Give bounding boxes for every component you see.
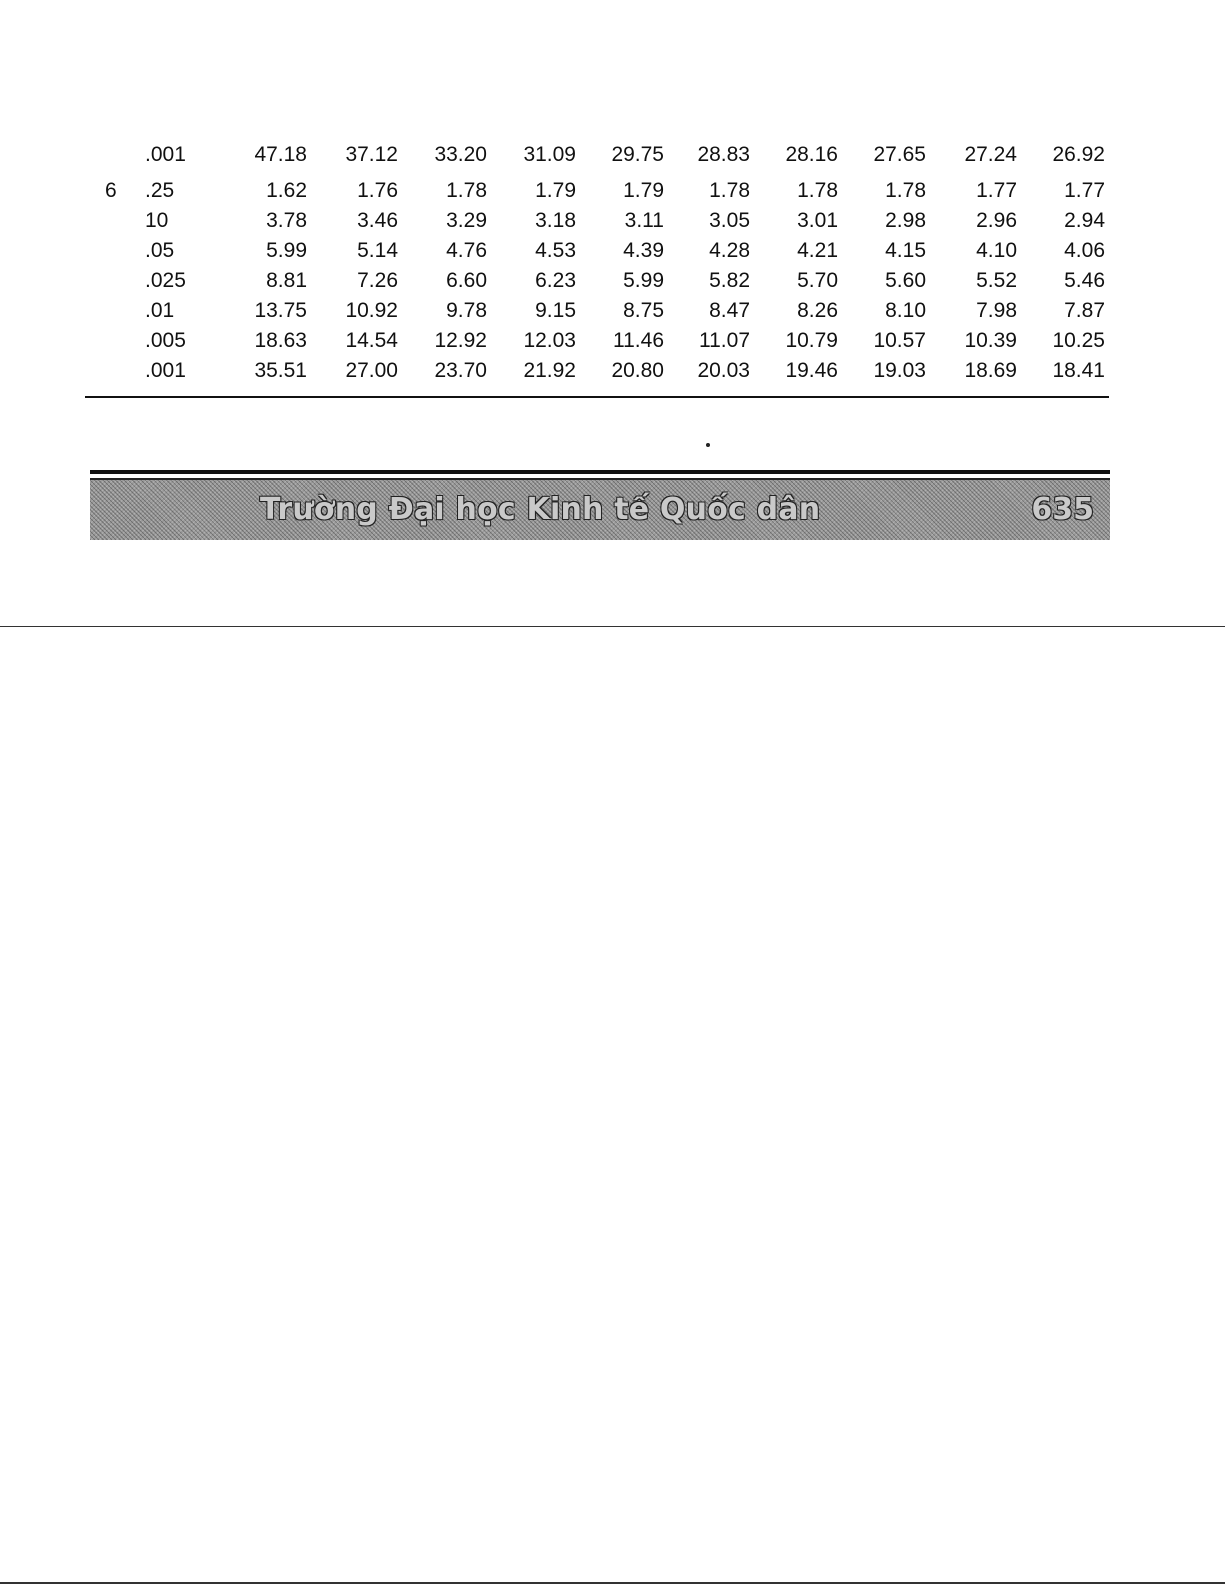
value-cell: 19.46 [785,359,838,382]
value-cell: 31.09 [523,143,576,166]
value-cell: 4.28 [709,239,750,262]
value-cell: 4.53 [535,239,576,262]
value-cell: 3.18 [535,209,576,232]
value-cell: 27.24 [964,143,1017,166]
value-cell: 1.78 [446,179,487,202]
table-row [85,266,1110,296]
alpha-cell: .25 [145,179,175,202]
value-cell: 10.57 [873,329,926,352]
value-cell: 3.11 [624,209,664,232]
value-cell: 11.46 [613,329,664,352]
value-cell: 29.75 [611,143,664,166]
value-cell: 18.69 [964,359,1017,382]
value-cell: 6.23 [535,269,576,292]
value-cell: 27.65 [873,143,926,166]
value-cell: 8.81 [266,269,307,292]
value-cell: 9.78 [446,299,487,322]
f-distribution-table [85,140,1110,386]
value-cell: 28.16 [785,143,838,166]
value-cell: 47.18 [254,143,307,166]
value-cell: 1.62 [266,179,307,202]
value-cell: 5.82 [709,269,750,292]
footer-top-rule [90,470,1110,474]
value-cell: 2.98 [885,209,926,232]
table-row [85,326,1110,356]
value-cell: 3.46 [357,209,398,232]
value-cell: 5.14 [357,239,398,262]
table-row [85,296,1110,326]
value-cell: 28.83 [697,143,750,166]
value-cell: 5.99 [266,239,307,262]
value-cell: 7.26 [357,269,398,292]
value-cell: 3.01 [797,209,838,232]
value-cell: 18.63 [254,329,307,352]
table-row [85,176,1110,206]
value-cell: 9.15 [535,299,576,322]
value-cell: 4.76 [446,239,487,262]
value-cell: 21.92 [523,359,576,382]
scan-speck [706,443,710,447]
value-cell: 1.76 [357,179,398,202]
value-cell: 5.60 [885,269,926,292]
value-cell: 12.03 [523,329,576,352]
value-cell: 1.77 [1064,179,1105,202]
value-cell: 33.20 [434,143,487,166]
value-cell: 8.75 [623,299,664,322]
value-cell: 1.79 [623,179,664,202]
page-footer [90,478,1110,540]
value-cell: 10.39 [964,329,1017,352]
table-bottom-rule [85,396,1109,398]
value-cell: 1.78 [797,179,838,202]
value-cell: 8.10 [885,299,926,322]
table-row [85,236,1110,266]
value-cell: 1.79 [535,179,576,202]
alpha-cell: .05 [145,239,175,262]
value-cell: 11.07 [699,329,750,352]
value-cell: 4.10 [976,239,1017,262]
value-cell: 23.70 [434,359,487,382]
footer-title: Trường Đại học Kinh tế Quốc dân [260,492,821,527]
value-cell: 2.96 [976,209,1017,232]
value-cell: 5.52 [976,269,1017,292]
value-cell: 5.46 [1064,269,1105,292]
value-cell: 7.87 [1064,299,1105,322]
alpha-cell: .025 [145,269,186,292]
value-cell: 7.98 [976,299,1017,322]
value-cell: 10.25 [1052,329,1105,352]
value-cell: 5.99 [623,269,664,292]
alpha-cell: .001 [145,359,186,382]
value-cell: 10.79 [785,329,838,352]
table-row [85,206,1110,236]
alpha-cell: .001 [145,143,186,166]
value-cell: 27.00 [345,359,398,382]
value-cell: 3.78 [266,209,307,232]
value-cell: 1.77 [976,179,1017,202]
table-row [85,356,1110,386]
value-cell: 2.94 [1064,209,1105,232]
page-bottom-edge [0,1582,1225,1584]
value-cell: 26.92 [1052,143,1105,166]
alpha-cell: 10 [145,209,169,232]
value-cell: 12.92 [434,329,487,352]
value-cell: 20.03 [697,359,750,382]
page-number: 635 [1031,492,1094,527]
alpha-cell: .01 [145,299,175,322]
value-cell: 18.41 [1052,359,1105,382]
value-cell: 13.75 [254,299,307,322]
value-cell: 20.80 [611,359,664,382]
value-cell: 35.51 [254,359,307,382]
value-cell: 8.47 [709,299,750,322]
value-cell: 8.26 [797,299,838,322]
value-cell: 37.12 [345,143,398,166]
value-cell: 4.06 [1064,239,1105,262]
value-cell: 3.29 [446,209,487,232]
value-cell: 1.78 [709,179,750,202]
table-row [85,140,1110,176]
alpha-cell: .005 [145,329,186,352]
df-cell: 6 [105,179,117,202]
value-cell: 4.21 [797,239,838,262]
value-cell: 14.54 [345,329,398,352]
value-cell: 1.78 [885,179,926,202]
value-cell: 6.60 [446,269,487,292]
value-cell: 3.05 [709,209,750,232]
page-separator [0,626,1225,627]
value-cell: 19.03 [873,359,926,382]
value-cell: 10.92 [345,299,398,322]
value-cell: 4.39 [623,239,664,262]
value-cell: 5.70 [797,269,838,292]
value-cell: 4.15 [885,239,926,262]
